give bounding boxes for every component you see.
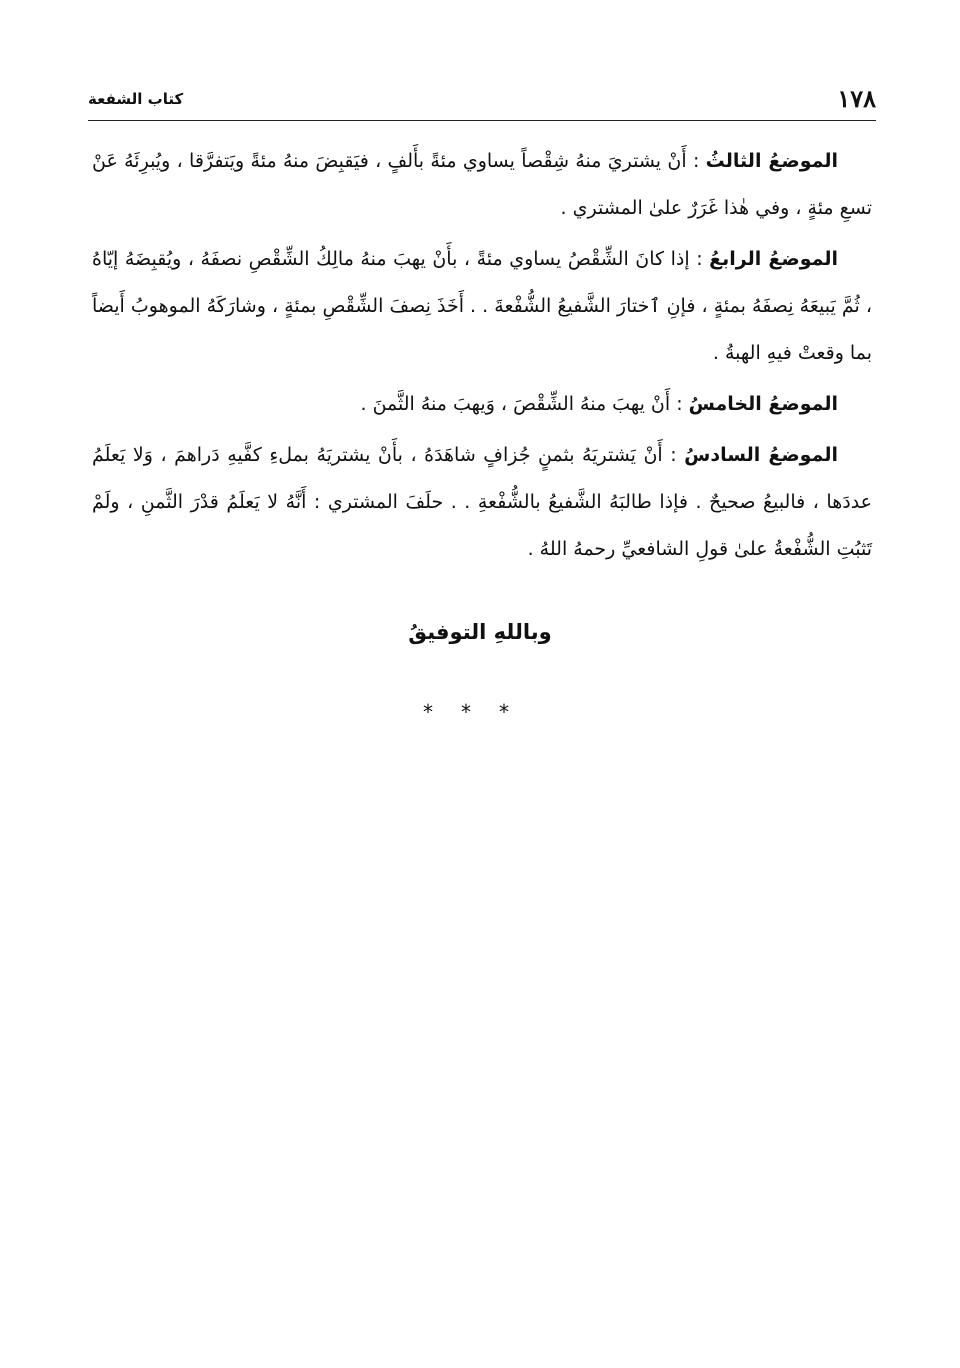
paragraph-fifth-case [92, 381, 872, 428]
header-rule [88, 120, 876, 121]
asterisk-ornament: * [423, 700, 461, 724]
paragraph-heading: الموضعُ الرابعُ [709, 248, 839, 270]
paragraph-heading: الموضعُ الخامسُ [688, 393, 838, 415]
section-separator [0, 700, 960, 724]
paragraph-third-case [92, 138, 872, 232]
paragraph-text: : أَنْ يشتريَ منهُ شِقْصاً يساوي مئةً بأَلفٍ ، فيَقبِضَ منهُ مئةً ويَتفرَّقا ، ويُبرِئَهُ عَنْ تسعِ مئةٍ ، وفي هٰذا غَرَرٌ علىٰ المشتري . [92, 150, 872, 219]
paragraph-text: : أَنْ يهبَ منهُ الشِّقْصَ ، وَيهبَ منهُ الثَّمنَ . [360, 393, 689, 415]
running-title: كتاب الشفعة [88, 90, 184, 108]
paragraph-text: : أَنْ يَشتريَهُ بثمنٍ جُزافٍ شاهَدَهُ ، بأَنْ يشتريَهُ بملءِ كفَّيهِ دَراهمَ ، وَلا يَعلَمُ عددَها ، فالبيعُ صحيحٌ . فإذا طالبَهُ الشَّفيعُ بالشُّفْعةِ . . حلَفَ المشتري : أَنَّهُ لا يَعلَمُ قدْرَ الثَّمنِ ، ولَمْ تَثبُتِ الشُّفْعةُ علىٰ قولِ الشافعيِّ رحمهُ اللهُ . [92, 444, 872, 560]
closing-line: وباللهِ التوفيقُ [408, 620, 552, 644]
paragraph-text: : إذا كانَ الشِّقْصُ يساوي مئةً ، بأَنْ يهبَ منهُ مالِكُ الشِّقْصِ نصفَهُ ، ويُقبِضَهُ إيّاهُ ، ثُمَّ يَبيعَهُ نِصفَهُ بمئةٍ ، فإنِ ٱختارَ الشَّفيعُ الشُّفْعةَ . . أَخَذَ نِصفَ الشِّقْصِ بمئةٍ ، وشارَكَهُ الموهوبُ أَيضاً بما وقعتْ فيهِ الهبةُ . [92, 248, 872, 364]
paragraph-sixth-case [92, 432, 872, 573]
asterisk-ornament: * [461, 700, 499, 724]
page-number: ١٧٨ [837, 84, 876, 113]
paragraph-heading: الموضعُ السادسُ [684, 444, 838, 466]
page-header [88, 84, 876, 120]
paragraph-fourth-case [92, 236, 872, 377]
asterisk-ornament: * [499, 700, 537, 724]
body-text [92, 138, 872, 577]
paragraph-heading: الموضعُ الثالثُ [705, 150, 838, 172]
